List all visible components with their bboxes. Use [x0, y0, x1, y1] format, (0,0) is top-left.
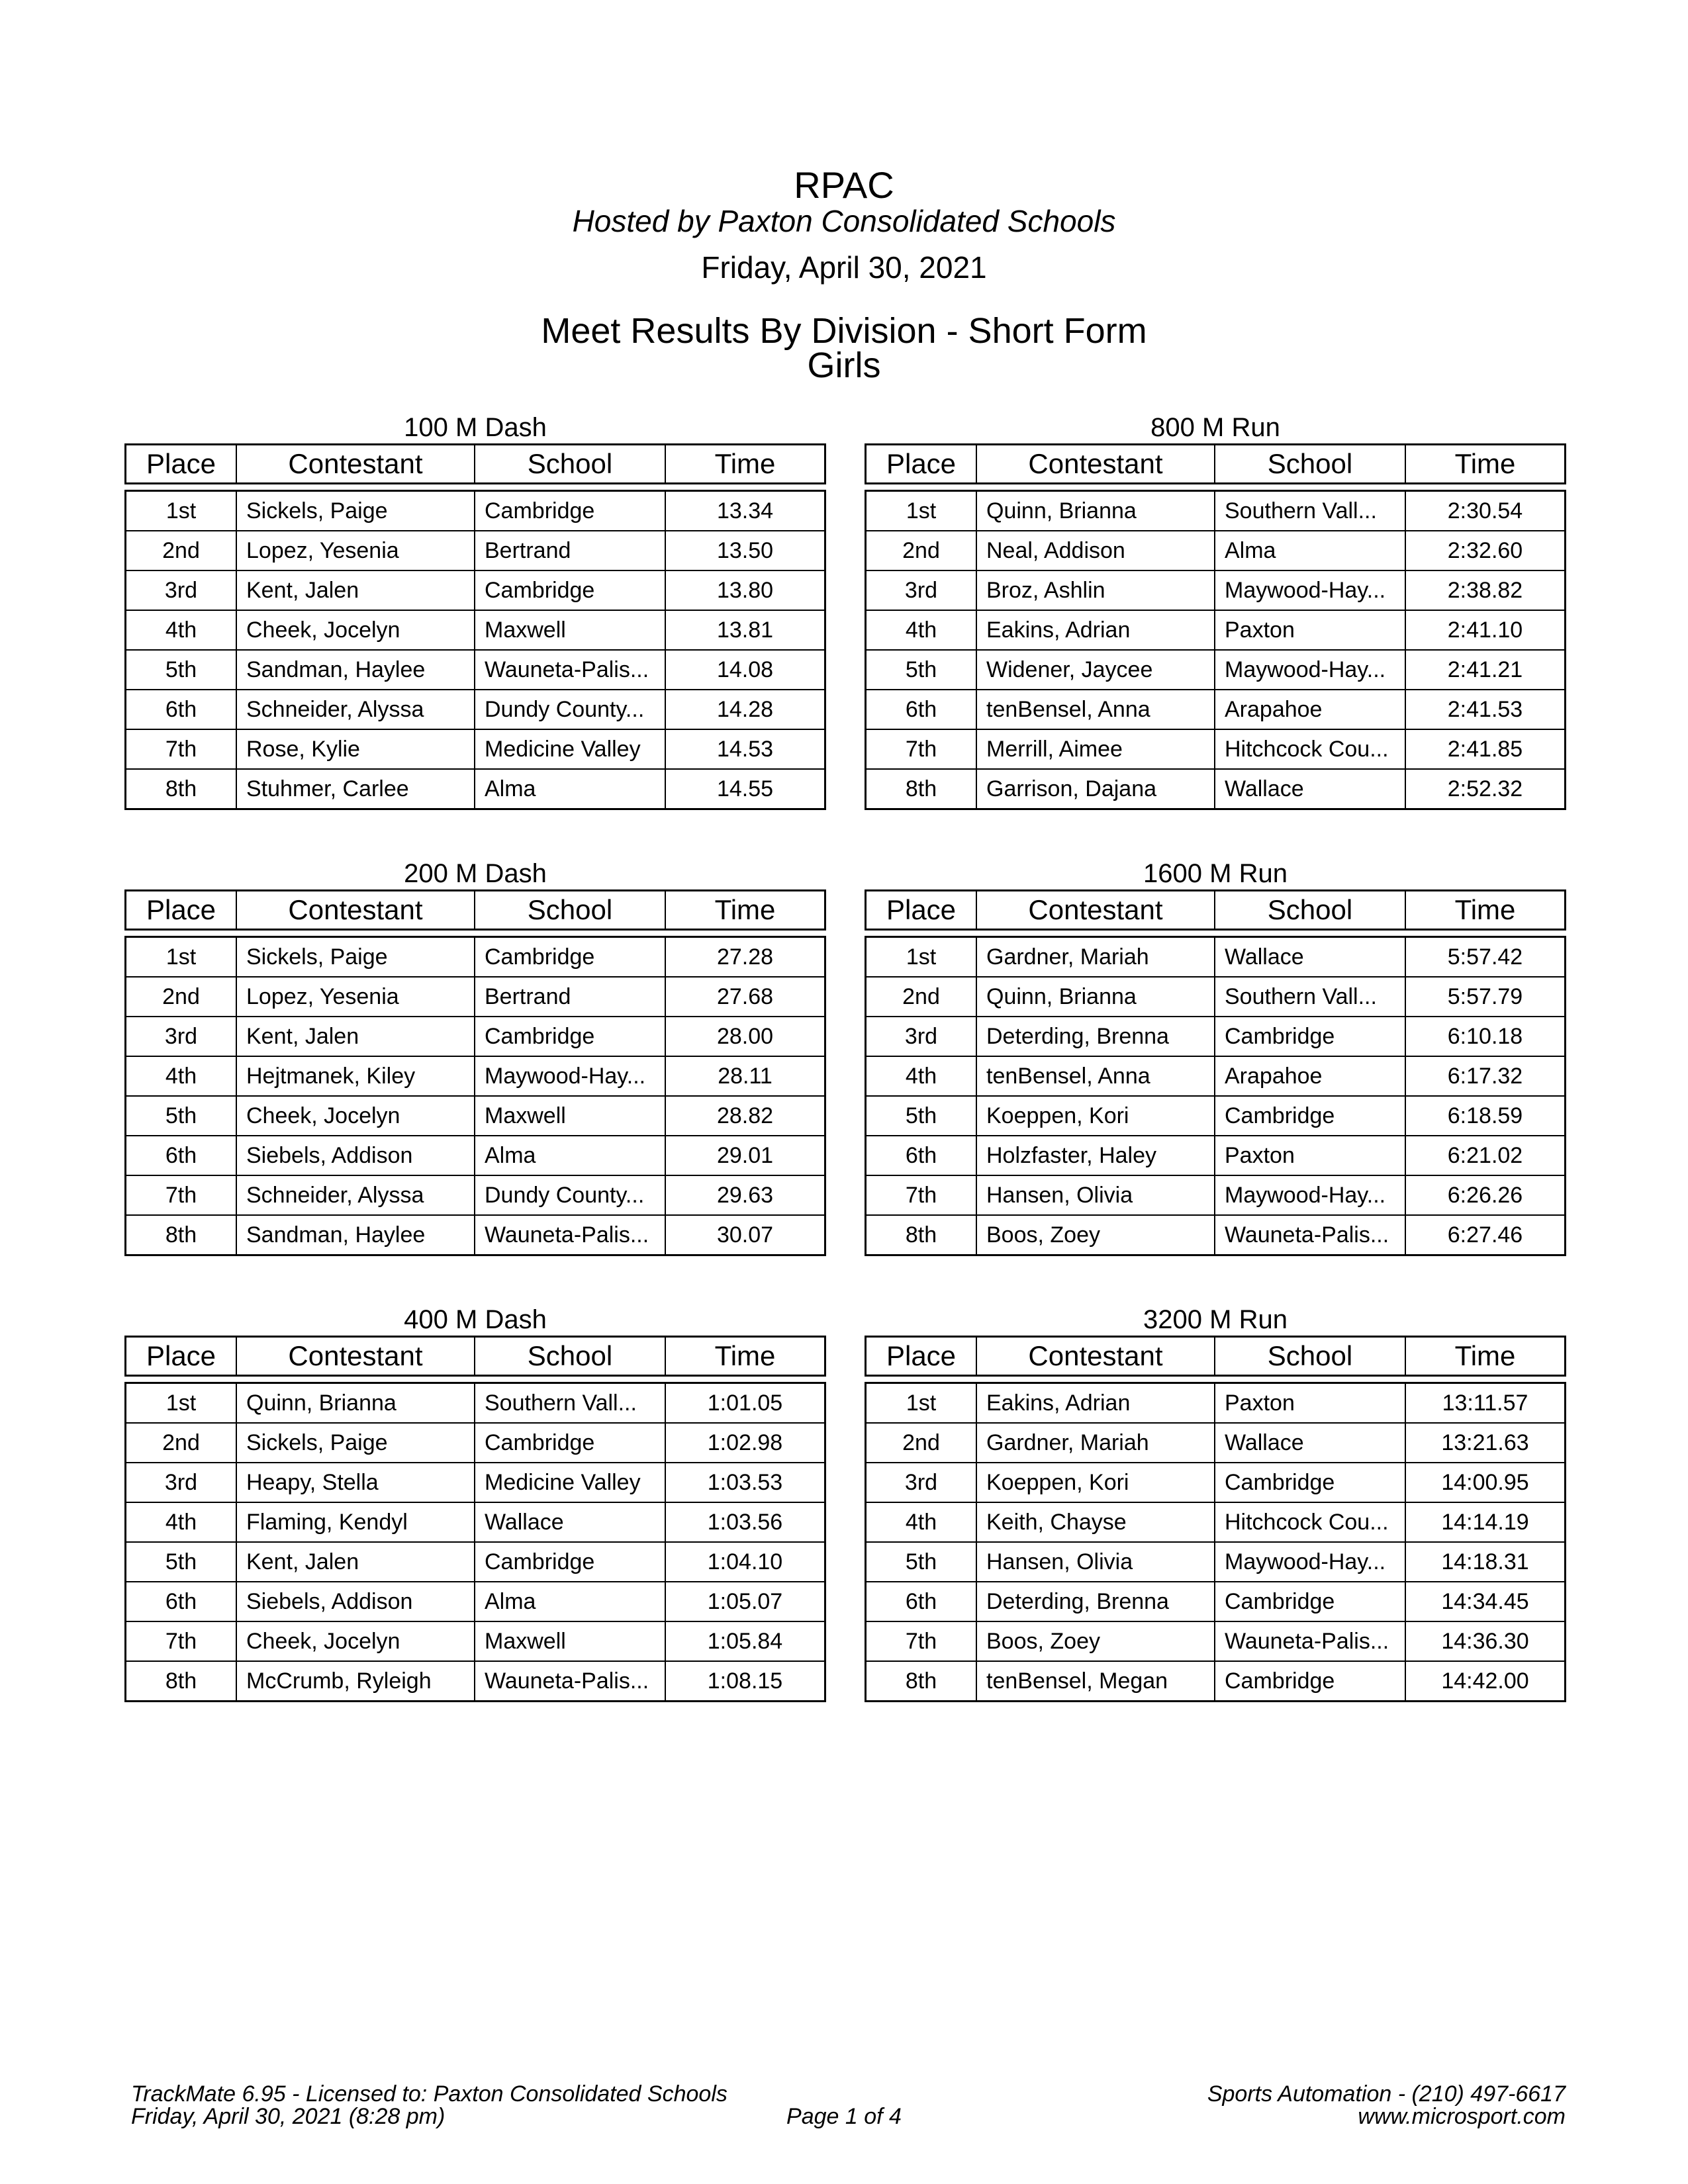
cell-school: Southern Vall...	[1214, 490, 1405, 531]
table-row	[865, 651, 1566, 690]
host-line: Hosted by Paxton Consolidated Schools	[572, 204, 1116, 238]
cell-contestant: Gardner, Mariah	[976, 1424, 1214, 1463]
column-header-contestant: Contestant	[976, 889, 1214, 931]
table-row	[124, 1057, 826, 1097]
table-header-row	[865, 889, 1566, 931]
cell-time: 14:18.31	[1405, 1543, 1566, 1582]
cell-time: 13:11.57	[1405, 1382, 1566, 1424]
table-row	[865, 1176, 1566, 1216]
cell-time: 1:05.07	[665, 1582, 826, 1622]
cell-school: Wauneta-Palis...	[474, 1662, 665, 1702]
meet-title: RPAC	[794, 164, 894, 206]
table-row	[865, 1382, 1566, 1424]
column-header-place: Place	[865, 443, 976, 484]
table-row	[865, 531, 1566, 571]
cell-school: Alma	[474, 1136, 665, 1176]
column-header-place: Place	[124, 1336, 236, 1377]
cell-school: Bertrand	[474, 531, 665, 571]
cell-place: 1st	[865, 936, 976, 978]
table-row	[865, 690, 1566, 730]
results-table	[865, 1336, 1566, 1702]
cell-time: 2:41.21	[1405, 651, 1566, 690]
cell-contestant: Sickels, Paige	[236, 936, 474, 978]
cell-time: 28.82	[665, 1097, 826, 1136]
table-row	[865, 1057, 1566, 1097]
event-title: 200 M Dash	[404, 859, 547, 888]
table-row	[124, 1543, 826, 1582]
cell-contestant: Cheek, Jocelyn	[236, 611, 474, 651]
table-header-row	[124, 1336, 826, 1377]
cell-place: 1st	[124, 1382, 236, 1424]
cell-contestant: Quinn, Brianna	[236, 1382, 474, 1424]
cell-school: Alma	[474, 1582, 665, 1622]
cell-contestant: Gardner, Mariah	[976, 936, 1214, 978]
table-row	[865, 1216, 1566, 1256]
cell-place: 6th	[865, 690, 976, 730]
event-title: 1600 M Run	[1143, 859, 1288, 888]
column-header-time: Time	[1405, 1336, 1566, 1377]
cell-place: 6th	[124, 1136, 236, 1176]
footer-right	[1207, 2083, 1566, 2128]
table-row	[124, 730, 826, 770]
cell-school: Southern Vall...	[1214, 978, 1405, 1017]
table-row	[124, 1622, 826, 1662]
cell-place: 8th	[865, 770, 976, 810]
cell-school: Maywood-Hay...	[1214, 571, 1405, 611]
cell-school: Maywood-Hay...	[1214, 1176, 1405, 1216]
cell-school: Cambridge	[474, 936, 665, 978]
cell-place: 5th	[865, 651, 976, 690]
cell-time: 14:36.30	[1405, 1622, 1566, 1662]
table-row	[124, 1216, 826, 1256]
cell-school: Medicine Valley	[474, 730, 665, 770]
cell-contestant: Schneider, Alyssa	[236, 690, 474, 730]
cell-contestant: Kent, Jalen	[236, 571, 474, 611]
cell-time: 1:03.56	[665, 1503, 826, 1543]
cell-contestant: Koeppen, Kori	[976, 1463, 1214, 1503]
report-title: Meet Results By Division - Short Form	[541, 311, 1147, 351]
cell-contestant: Sandman, Haylee	[236, 1216, 474, 1256]
cell-time: 2:30.54	[1405, 490, 1566, 531]
cell-place: 5th	[124, 651, 236, 690]
table-row	[124, 770, 826, 810]
cell-time: 30.07	[665, 1216, 826, 1256]
cell-place: 4th	[865, 611, 976, 651]
column-header-school: School	[1214, 443, 1405, 484]
event-title: 800 M Run	[1150, 413, 1280, 442]
cell-time: 14.28	[665, 690, 826, 730]
cell-contestant: Hejtmanek, Kiley	[236, 1057, 474, 1097]
results-table	[124, 889, 826, 1256]
cell-contestant: Lopez, Yesenia	[236, 978, 474, 1017]
cell-school: Cambridge	[474, 490, 665, 531]
cell-contestant: Holzfaster, Haley	[976, 1136, 1214, 1176]
results-table	[124, 443, 826, 810]
cell-place: 6th	[124, 1582, 236, 1622]
cell-time: 1:03.53	[665, 1463, 826, 1503]
cell-contestant: Keith, Chayse	[976, 1503, 1214, 1543]
cell-contestant: tenBensel, Anna	[976, 690, 1214, 730]
cell-contestant: Widener, Jaycee	[976, 651, 1214, 690]
table-header-row	[865, 1336, 1566, 1377]
cell-contestant: Siebels, Addison	[236, 1582, 474, 1622]
cell-place: 2nd	[124, 531, 236, 571]
cell-contestant: tenBensel, Megan	[976, 1662, 1214, 1702]
table-row	[865, 1097, 1566, 1136]
event-title: 100 M Dash	[404, 413, 547, 442]
cell-contestant: Sandman, Haylee	[236, 651, 474, 690]
cell-time: 1:01.05	[665, 1382, 826, 1424]
event-800m-run	[865, 412, 1566, 810]
cell-school: Cambridge	[1214, 1463, 1405, 1503]
table-row	[865, 611, 1566, 651]
cell-contestant: tenBensel, Anna	[976, 1057, 1214, 1097]
cell-place: 8th	[124, 770, 236, 810]
cell-time: 14:14.19	[1405, 1503, 1566, 1543]
cell-time: 28.11	[665, 1057, 826, 1097]
cell-place: 5th	[124, 1097, 236, 1136]
cell-place: 7th	[124, 1622, 236, 1662]
table-row	[865, 1503, 1566, 1543]
cell-school: Cambridge	[474, 1543, 665, 1582]
cell-contestant: Heapy, Stella	[236, 1463, 474, 1503]
cell-school: Cambridge	[474, 571, 665, 611]
table-row	[865, 490, 1566, 531]
meet-date: Friday, April 30, 2021	[701, 250, 987, 285]
footer-page-number: Page 1 of 4	[786, 2104, 902, 2129]
cell-time: 14:42.00	[1405, 1662, 1566, 1702]
cell-time: 6:18.59	[1405, 1097, 1566, 1136]
cell-place: 7th	[865, 1176, 976, 1216]
cell-contestant: Garrison, Dajana	[976, 770, 1214, 810]
division-label: Girls	[807, 345, 881, 385]
cell-contestant: Eakins, Adrian	[976, 1382, 1214, 1424]
cell-place: 2nd	[865, 531, 976, 571]
cell-school: Wauneta-Palis...	[1214, 1622, 1405, 1662]
column-header-time: Time	[665, 443, 826, 484]
results-table	[865, 443, 1566, 810]
cell-school: Wallace	[1214, 770, 1405, 810]
cell-contestant: Koeppen, Kori	[976, 1097, 1214, 1136]
cell-contestant: Deterding, Brenna	[976, 1582, 1214, 1622]
cell-place: 2nd	[865, 1424, 976, 1463]
cell-contestant: Sickels, Paige	[236, 490, 474, 531]
table-row	[124, 571, 826, 611]
cell-school: Cambridge	[1214, 1582, 1405, 1622]
cell-contestant: Boos, Zoey	[976, 1216, 1214, 1256]
cell-time: 6:27.46	[1405, 1216, 1566, 1256]
cell-time: 2:41.10	[1405, 611, 1566, 651]
cell-contestant: Cheek, Jocelyn	[236, 1622, 474, 1662]
column-header-school: School	[1214, 889, 1405, 931]
cell-school: Paxton	[1214, 611, 1405, 651]
cell-time: 27.68	[665, 978, 826, 1017]
table-header-row	[124, 889, 826, 931]
cell-time: 5:57.79	[1405, 978, 1566, 1017]
footer-printed: Friday, April 30, 2021 (8:28 pm)	[131, 2104, 445, 2129]
cell-school: Wauneta-Palis...	[474, 651, 665, 690]
cell-time: 14.55	[665, 770, 826, 810]
cell-time: 5:57.42	[1405, 936, 1566, 978]
table-row	[865, 571, 1566, 611]
cell-school: Hitchcock Cou...	[1214, 730, 1405, 770]
cell-contestant: Boos, Zoey	[976, 1622, 1214, 1662]
table-row	[865, 1136, 1566, 1176]
cell-time: 14:34.45	[1405, 1582, 1566, 1622]
table-row	[865, 978, 1566, 1017]
cell-place: 8th	[124, 1216, 236, 1256]
cell-school: Maxwell	[474, 611, 665, 651]
cell-place: 2nd	[124, 978, 236, 1017]
column-header-time: Time	[665, 1336, 826, 1377]
event-title: 3200 M Run	[1143, 1305, 1288, 1334]
cell-school: Maxwell	[474, 1622, 665, 1662]
cell-time: 1:02.98	[665, 1424, 826, 1463]
results-table	[865, 889, 1566, 1256]
cell-school: Arapahoe	[1214, 690, 1405, 730]
column-header-school: School	[474, 1336, 665, 1377]
cell-school: Bertrand	[474, 978, 665, 1017]
table-row	[124, 611, 826, 651]
cell-time: 2:38.82	[1405, 571, 1566, 611]
column-header-place: Place	[124, 889, 236, 931]
cell-school: Maxwell	[474, 1097, 665, 1136]
cell-time: 6:17.32	[1405, 1057, 1566, 1097]
event-100m-dash	[124, 412, 826, 810]
cell-school: Wallace	[474, 1503, 665, 1543]
event-200m-dash	[124, 858, 826, 1256]
cell-time: 6:21.02	[1405, 1136, 1566, 1176]
table-row	[124, 1382, 826, 1424]
cell-school: Southern Vall...	[474, 1382, 665, 1424]
cell-school: Dundy County...	[474, 1176, 665, 1216]
cell-school: Cambridge	[1214, 1017, 1405, 1057]
cell-school: Paxton	[1214, 1382, 1405, 1424]
cell-time: 2:52.32	[1405, 770, 1566, 810]
cell-school: Alma	[1214, 531, 1405, 571]
table-row	[124, 1582, 826, 1622]
cell-time: 2:32.60	[1405, 531, 1566, 571]
table-row	[124, 651, 826, 690]
cell-school: Maywood-Hay...	[1214, 1543, 1405, 1582]
cell-contestant: Eakins, Adrian	[976, 611, 1214, 651]
column-header-contestant: Contestant	[236, 889, 474, 931]
cell-place: 1st	[124, 490, 236, 531]
table-header-row	[865, 443, 1566, 484]
table-row	[124, 936, 826, 978]
cell-contestant: Quinn, Brianna	[976, 978, 1214, 1017]
cell-contestant: Lopez, Yesenia	[236, 531, 474, 571]
cell-contestant: Hansen, Olivia	[976, 1543, 1214, 1582]
table-row	[124, 1503, 826, 1543]
column-header-time: Time	[1405, 443, 1566, 484]
cell-time: 13:21.63	[1405, 1424, 1566, 1463]
event-1600m-run	[865, 858, 1566, 1256]
table-row	[124, 1097, 826, 1136]
column-header-school: School	[1214, 1336, 1405, 1377]
column-header-place: Place	[865, 1336, 976, 1377]
cell-place: 4th	[865, 1057, 976, 1097]
cell-time: 28.00	[665, 1017, 826, 1057]
event-400m-dash	[124, 1304, 826, 1702]
table-row	[124, 490, 826, 531]
cell-contestant: Kent, Jalen	[236, 1017, 474, 1057]
cell-place: 1st	[865, 1382, 976, 1424]
cell-place: 8th	[865, 1216, 976, 1256]
cell-contestant: Schneider, Alyssa	[236, 1176, 474, 1216]
cell-time: 14.53	[665, 730, 826, 770]
cell-place: 3rd	[124, 1017, 236, 1057]
cell-school: Wallace	[1214, 1424, 1405, 1463]
cell-contestant: Stuhmer, Carlee	[236, 770, 474, 810]
column-header-contestant: Contestant	[976, 443, 1214, 484]
cell-time: 13.80	[665, 571, 826, 611]
event-3200m-run	[865, 1304, 1566, 1702]
table-row	[124, 1017, 826, 1057]
cell-place: 5th	[865, 1543, 976, 1582]
cell-place: 3rd	[865, 1463, 976, 1503]
cell-place: 1st	[124, 936, 236, 978]
cell-contestant: Quinn, Brianna	[976, 490, 1214, 531]
table-row	[865, 936, 1566, 978]
cell-place: 7th	[865, 730, 976, 770]
column-header-school: School	[474, 443, 665, 484]
cell-time: 13.81	[665, 611, 826, 651]
cell-place: 7th	[124, 730, 236, 770]
results-table	[124, 1336, 826, 1702]
cell-place: 5th	[124, 1543, 236, 1582]
table-row	[865, 1017, 1566, 1057]
cell-school: Dundy County...	[474, 690, 665, 730]
cell-place: 5th	[865, 1097, 976, 1136]
table-row	[124, 1176, 826, 1216]
cell-contestant: Cheek, Jocelyn	[236, 1097, 474, 1136]
footer-website: www.microsport.com	[1358, 2104, 1566, 2129]
cell-contestant: Merrill, Aimee	[976, 730, 1214, 770]
cell-time: 6:26.26	[1405, 1176, 1566, 1216]
cell-school: Wallace	[1214, 936, 1405, 978]
cell-place: 4th	[124, 1503, 236, 1543]
cell-school: Maywood-Hay...	[1214, 651, 1405, 690]
table-row	[124, 1662, 826, 1702]
table-row	[865, 1463, 1566, 1503]
cell-school: Maywood-Hay...	[474, 1057, 665, 1097]
cell-time: 14.08	[665, 651, 826, 690]
cell-time: 2:41.53	[1405, 690, 1566, 730]
cell-place: 4th	[865, 1503, 976, 1543]
table-row	[124, 1136, 826, 1176]
table-row	[865, 1622, 1566, 1662]
table-row	[124, 1424, 826, 1463]
cell-place: 2nd	[865, 978, 976, 1017]
column-header-contestant: Contestant	[976, 1336, 1214, 1377]
column-header-place: Place	[124, 443, 236, 484]
cell-contestant: Flaming, Kendyl	[236, 1503, 474, 1543]
table-header-row	[124, 443, 826, 484]
column-header-contestant: Contestant	[236, 1336, 474, 1377]
table-row	[865, 1582, 1566, 1622]
cell-time: 29.01	[665, 1136, 826, 1176]
cell-place: 6th	[865, 1136, 976, 1176]
cell-place: 8th	[124, 1662, 236, 1702]
cell-place: 4th	[124, 1057, 236, 1097]
cell-school: Arapahoe	[1214, 1057, 1405, 1097]
table-row	[865, 1424, 1566, 1463]
cell-time: 13.34	[665, 490, 826, 531]
table-row	[865, 730, 1566, 770]
cell-contestant: Broz, Ashlin	[976, 571, 1214, 611]
cell-school: Cambridge	[1214, 1662, 1405, 1702]
cell-place: 3rd	[124, 1463, 236, 1503]
table-row	[124, 978, 826, 1017]
column-header-time: Time	[665, 889, 826, 931]
cell-time: 13.50	[665, 531, 826, 571]
cell-time: 14:00.95	[1405, 1463, 1566, 1503]
cell-place: 7th	[865, 1622, 976, 1662]
cell-school: Wauneta-Palis...	[1214, 1216, 1405, 1256]
cell-time: 1:04.10	[665, 1543, 826, 1582]
cell-school: Hitchcock Cou...	[1214, 1503, 1405, 1543]
table-row	[124, 690, 826, 730]
cell-time: 1:08.15	[665, 1662, 826, 1702]
cell-contestant: Sickels, Paige	[236, 1424, 474, 1463]
column-header-place: Place	[865, 889, 976, 931]
column-header-contestant: Contestant	[236, 443, 474, 484]
column-header-school: School	[474, 889, 665, 931]
cell-time: 27.28	[665, 936, 826, 978]
cell-place: 1st	[865, 490, 976, 531]
cell-place: 3rd	[865, 1017, 976, 1057]
cell-contestant: Kent, Jalen	[236, 1543, 474, 1582]
cell-contestant: Rose, Kylie	[236, 730, 474, 770]
cell-time: 29.63	[665, 1176, 826, 1216]
cell-school: Cambridge	[1214, 1097, 1405, 1136]
cell-place: 7th	[124, 1176, 236, 1216]
column-header-time: Time	[1405, 889, 1566, 931]
footer-vendor: Sports Automation - (210) 497-6617	[1207, 2081, 1566, 2107]
cell-contestant: Neal, Addison	[976, 531, 1214, 571]
cell-contestant: Hansen, Olivia	[976, 1176, 1214, 1216]
cell-place: 8th	[865, 1662, 976, 1702]
cell-school: Paxton	[1214, 1136, 1405, 1176]
table-row	[865, 1662, 1566, 1702]
cell-contestant: Deterding, Brenna	[976, 1017, 1214, 1057]
table-row	[865, 770, 1566, 810]
cell-school: Medicine Valley	[474, 1463, 665, 1503]
cell-school: Cambridge	[474, 1424, 665, 1463]
cell-time: 2:41.85	[1405, 730, 1566, 770]
table-row	[865, 1543, 1566, 1582]
cell-time: 1:05.84	[665, 1622, 826, 1662]
footer-software: TrackMate 6.95 - Licensed to: Paxton Consolidated Schools	[131, 2081, 727, 2107]
cell-place: 2nd	[124, 1424, 236, 1463]
table-row	[124, 531, 826, 571]
cell-school: Alma	[474, 770, 665, 810]
cell-school: Wauneta-Palis...	[474, 1216, 665, 1256]
cell-place: 4th	[124, 611, 236, 651]
cell-place: 3rd	[124, 571, 236, 611]
cell-contestant: Siebels, Addison	[236, 1136, 474, 1176]
table-row	[124, 1463, 826, 1503]
event-title: 400 M Dash	[404, 1305, 547, 1334]
cell-contestant: McCrumb, Ryleigh	[236, 1662, 474, 1702]
cell-place: 6th	[865, 1582, 976, 1622]
cell-time: 6:10.18	[1405, 1017, 1566, 1057]
cell-place: 3rd	[865, 571, 976, 611]
cell-place: 6th	[124, 690, 236, 730]
cell-school: Cambridge	[474, 1017, 665, 1057]
